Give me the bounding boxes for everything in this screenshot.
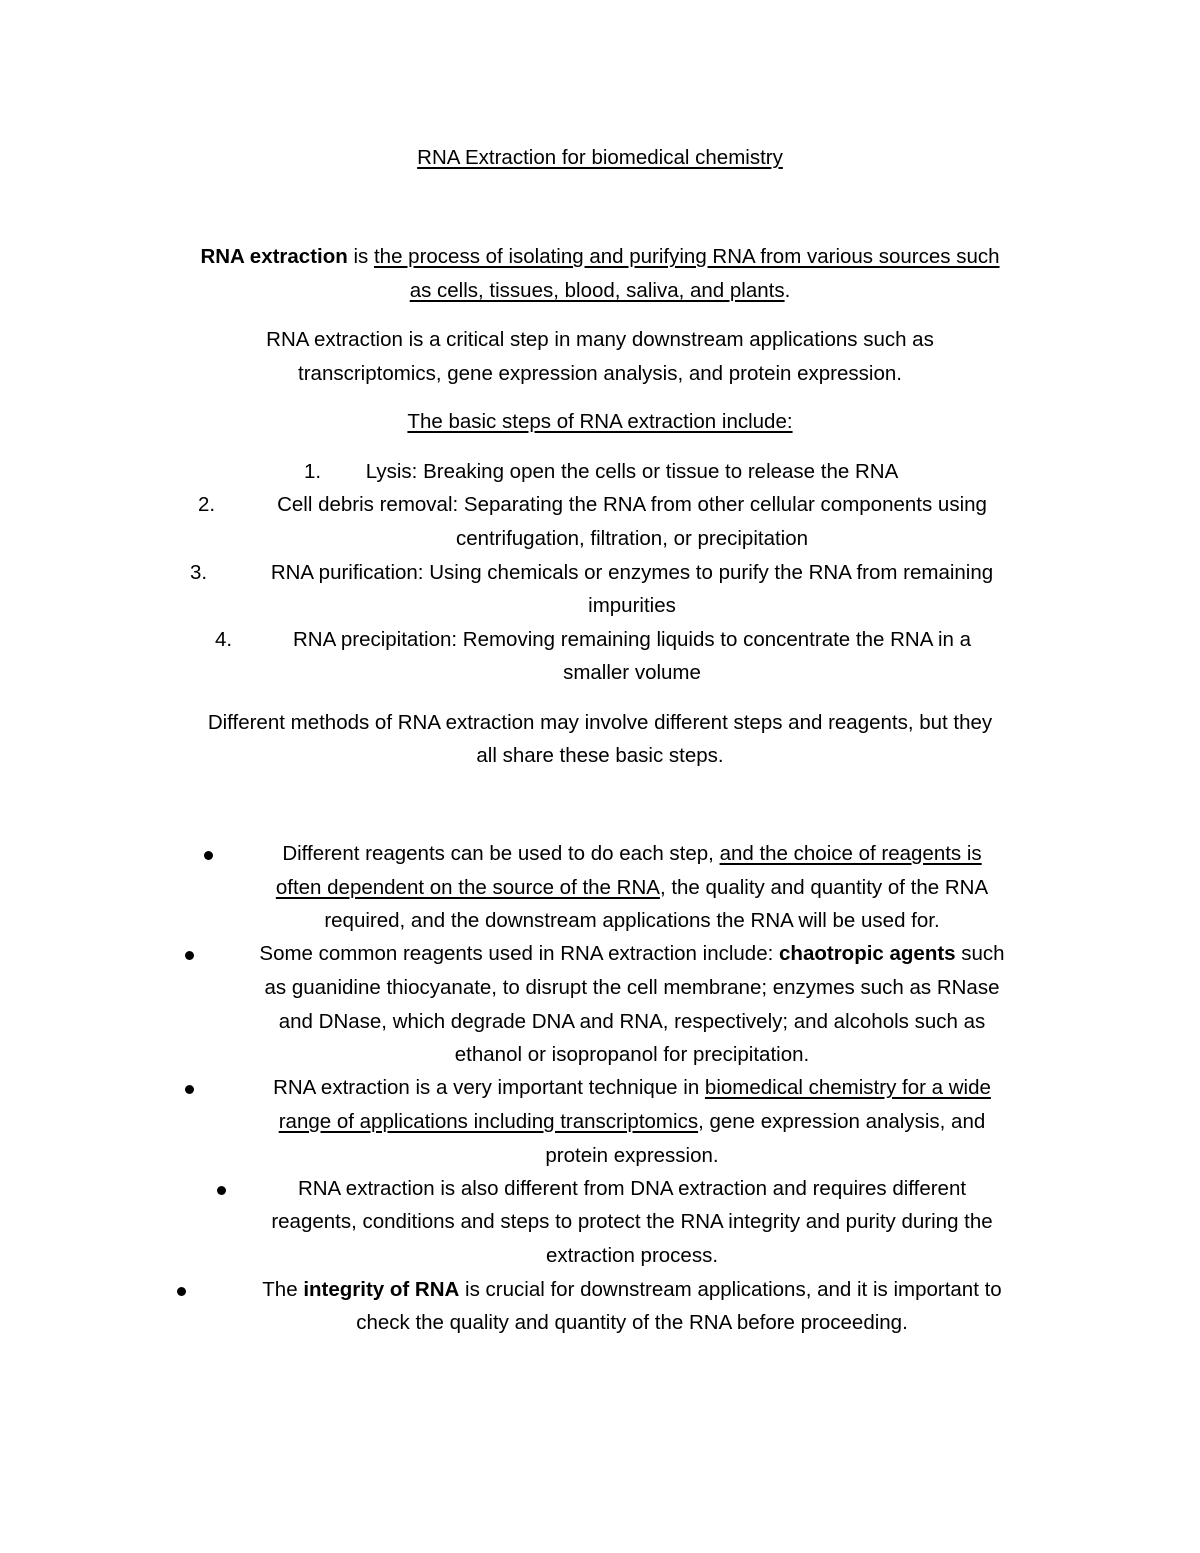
intro-term: RNA extraction — [200, 245, 348, 268]
bullet-3-text-b: , gene expression analysis, and — [698, 1110, 986, 1133]
bullet-1-text-underlined-a: and the choice of reagents is — [719, 842, 982, 865]
step-4-line-1: RNA precipitation: Removing remaining liquids to concentrate the RNA in a — [293, 628, 971, 651]
critical-step-line-1: RNA extraction is a critical step in many downstream applications such as — [266, 328, 934, 351]
step-number-1: 1. — [304, 460, 322, 483]
bullet-3-line-3: protein expression. — [545, 1144, 719, 1167]
bullet-5-text-bold: integrity of RNA — [303, 1278, 460, 1301]
step-number-4: 4. — [215, 628, 233, 651]
bullet-2-text-bold: chaotropic agents — [779, 942, 956, 965]
step-2-line-1: Cell debris removal: Separating the RNA from other cellular components using — [277, 493, 987, 516]
bullet-5-line-1 — [32, 1275, 1200, 1305]
intro-line-1 — [0, 242, 1200, 272]
bullet-3-line-2 — [32, 1107, 1200, 1137]
step-2-line-2: centrifugation, filtration, or precipitation — [455, 527, 809, 550]
bullet-1-line-2 — [32, 873, 1200, 903]
intro-is: is — [347, 245, 374, 268]
intro-line-2 — [0, 276, 1200, 306]
bullet-4-line-2: reagents, conditions and steps to protect the RNA integrity and purity during the — [271, 1210, 993, 1233]
bullet-1-text-b: , the quality and quantity of the RNA — [659, 876, 989, 899]
bullet-4-line-3: extraction process. — [545, 1244, 719, 1267]
bullet-5-line-2: check the quality and quantity of the RNA before proceeding. — [356, 1311, 908, 1334]
bullet-4-line-1: RNA extraction is also different from DNA extraction and requires different — [297, 1177, 967, 1200]
step-number-2: 2. — [198, 493, 216, 516]
bullet-3-line-1 — [32, 1073, 1200, 1103]
step-1-line-1: Lysis: Breaking open the cells or tissue to release the RNA — [365, 460, 899, 483]
document-title: RNA Extraction for biomedical chemistry — [417, 146, 783, 169]
intro-definition-1: the process of isolating and purifying RNA from various sources such — [373, 245, 1000, 268]
bullet-1-text-a: Different reagents can be used to do each step, — [282, 842, 720, 865]
bullet-1-line-3: required, and the downstream applications the RNA will be used for. — [324, 909, 940, 932]
step-3-line-2: impurities — [588, 594, 676, 617]
bullet-1-text-underlined-b: often dependent on the source of the RNA — [275, 876, 660, 899]
methods-line-2: all share these basic steps. — [476, 744, 724, 767]
bullet-5-text-a: The — [262, 1278, 304, 1301]
bullet-3-text-a: RNA extraction is a very important technique in — [273, 1076, 705, 1099]
bullet-2-text-tail: such — [955, 942, 1005, 965]
critical-step-line-2: transcriptomics, gene expression analysis, and protein expression. — [298, 362, 902, 385]
bullet-5-text-tail: is crucial for downstream applications, and it is important to — [459, 1278, 1002, 1301]
intro-period: . — [784, 279, 791, 302]
methods-line-1: Different methods of RNA extraction may involve different steps and reagents, but they — [207, 711, 993, 734]
step-3-line-1: RNA purification: Using chemicals or enzymes to purify the RNA from remaining — [270, 561, 994, 584]
intro-definition-2: as cells, tissues, blood, saliva, and plants — [409, 279, 785, 302]
bullet-3-text-underlined-a: biomedical chemistry for a wide — [704, 1076, 991, 1099]
step-4-line-2: smaller volume — [563, 661, 701, 684]
bullet-2-text-a: Some common reagents used in RNA extraction include: — [259, 942, 780, 965]
step-number-3: 3. — [190, 561, 208, 584]
bullet-2-line-3: and DNase, which degrade DNA and RNA, respectively; and alcohols such as — [278, 1010, 986, 1033]
bullet-2-line-2: as guanidine thiocyanate, to disrupt the cell membrane; enzymes such as RNase — [264, 976, 1000, 999]
bullet-1-line-1 — [32, 839, 1200, 869]
bullet-2-line-1 — [32, 939, 1200, 969]
steps-heading: The basic steps of RNA extraction include: — [407, 410, 793, 433]
bullet-2-line-4: ethanol or isopropanol for precipitation. — [454, 1043, 810, 1066]
bullet-3-text-underlined-b: range of applications including transcriptomics — [278, 1110, 699, 1133]
